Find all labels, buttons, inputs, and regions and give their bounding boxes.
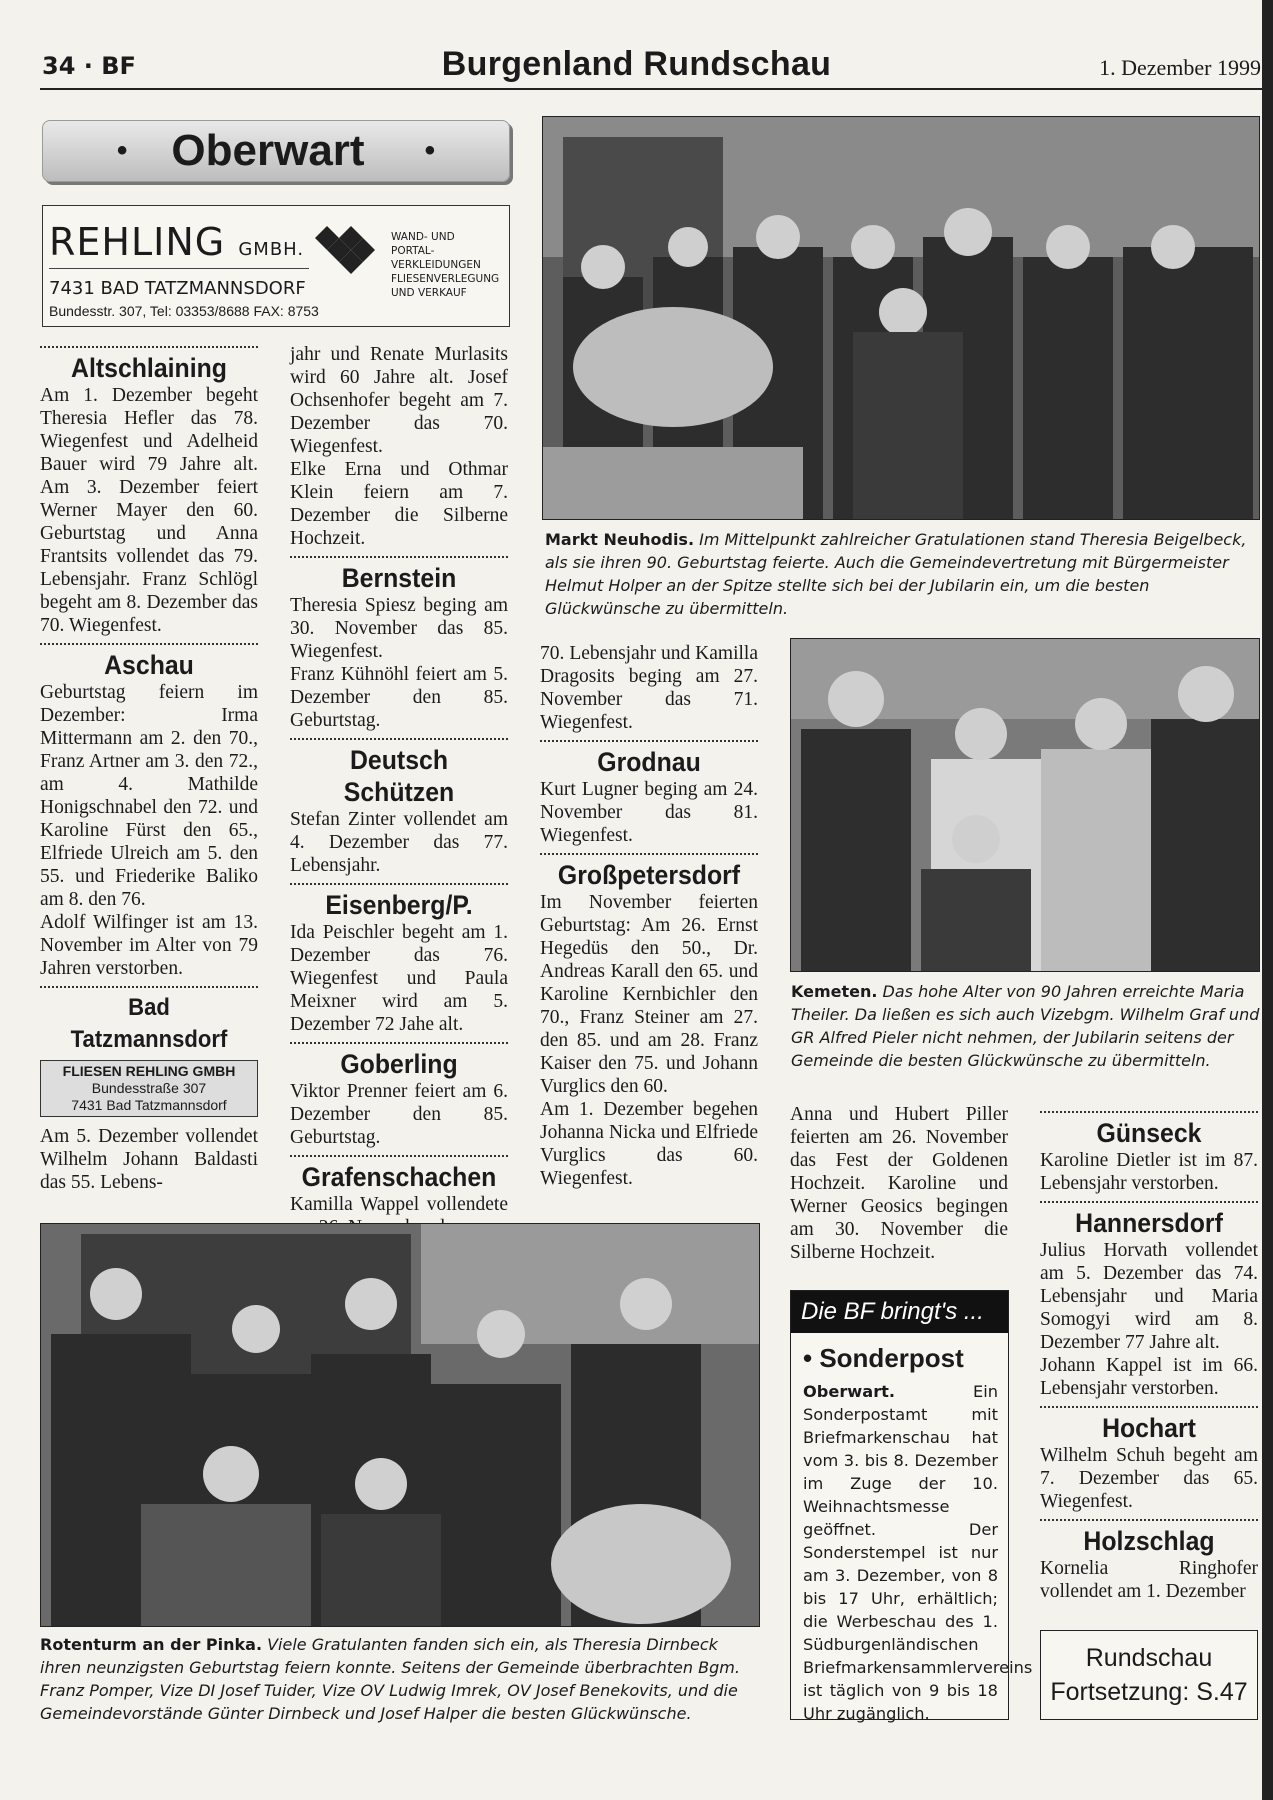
divider: [40, 346, 258, 348]
ad-fliesen-rehling: [40, 1060, 258, 1117]
ad-address: Bundesstr. 307, Tel: 03353/8688 FAX: 8753: [49, 303, 319, 319]
scan-edge: [1262, 0, 1273, 1800]
diamond-logo-icon: [313, 226, 379, 278]
ad-fliesen-street: Bundesstraße 307: [91, 1080, 207, 1096]
text-guenseck: Karoline Dietler ist im 87. Lebensjahr verstorben.: [1040, 1150, 1258, 1194]
column-3: [540, 642, 758, 1190]
divider: [290, 738, 508, 740]
column-4: [790, 1103, 1008, 1264]
divider: [40, 986, 258, 988]
heading-grafenschachen: Grafenschachen: [301, 1162, 497, 1192]
divider: [1040, 1406, 1258, 1408]
group-photo-image: [543, 117, 1259, 519]
column-5: [1040, 1105, 1258, 1603]
text-grafen-cont: 70. Lebensjahr und Kamilla Dragosits beging am 27. November das 71. Wiegenfest.: [540, 643, 758, 733]
ad-divider: [49, 268, 309, 269]
column-1: [40, 340, 258, 1194]
text-aschau-2: Adolf Wilfinger ist am 13. November im Alter von 79 Jahren verstorben.: [40, 912, 258, 979]
photo-markt-neuhodis: [542, 116, 1260, 520]
divider: [1040, 1201, 1258, 1203]
sonderpost-box: [790, 1290, 1033, 1723]
town-banner: [42, 120, 510, 182]
divider: [290, 883, 508, 885]
heading-aschau: Aschau: [104, 650, 194, 680]
continuation-line-2: Fortsetzung: S.47: [1050, 1678, 1248, 1706]
photo-kemeten: [790, 638, 1260, 972]
divider: [540, 740, 758, 742]
divider: [290, 556, 508, 558]
heading-bad-tatzmannsdorf: Bad Tatzmannsdorf: [70, 994, 228, 1053]
caption-markt-neuhodis: [545, 528, 1261, 620]
text-goberling: Viktor Prenner feiert am 6. Dezember den 85. Geburtstag.: [290, 1081, 508, 1148]
sonderpost-body: Ein Sonderpostamt mit Briefmarkenschau hat vom 3. bis 8. Dezember im Zuge der 10. Weihnachtsmesse geöffnet. Der Sonderstempel ist nur am 3. Dezember, von 8 bis 17 Uhr, erhältlich; die Werbeschau des 1. Südburgenländischen Briefmarkensammlervereins ist täglich von 9 bis 18 Uhr zugänglich.: [803, 1382, 1033, 1723]
text-grosspetersdorf-2: Am 1. Dezember begehen Johanna Nicka und Elfriede Vurglics das 60. Wiegenfest.: [540, 1099, 758, 1189]
caption-place: Markt Neuhodis.: [545, 530, 695, 549]
ad-fliesen-name: FLIESEN REHLING GMBH: [62, 1063, 236, 1079]
issue-date: 1. Dezember 1999: [1099, 55, 1261, 80]
caption-rotenturm: [40, 1633, 760, 1725]
sonderpost-place: Oberwart.: [803, 1382, 896, 1401]
text-deutsch-schuetzen: Stefan Zinter vollendet am 4. Dezember das 77. Lebensjahr.: [290, 809, 508, 876]
ad-rehling: [42, 205, 510, 327]
newspaper-title: Burgenland Rundschau: [441, 45, 832, 83]
continuation-box: [1040, 1630, 1258, 1720]
ad-company-name: REHLING GMBH.: [49, 220, 305, 264]
heading-grosspetersdorf: Großpetersdorf: [557, 860, 741, 890]
text-altschlaining: Am 1. Dezember begeht Theresia Hefler das 78. Wiegenfest und Adelheid Bauer wird 79 Jahre alt. Am 3. Dezember feiert Werner Mayer den 60. Geburtstag und Anna Frantsits vollendet das 79. Lebensjahr. Franz Schlögl begeht am 8. Dezember das 70. Wiegenfest.: [40, 385, 258, 636]
divider: [290, 1042, 508, 1044]
text-bernstein-2: Franz Kühnöhl feiert am 5. Dezember den 85. Geburtstag.: [290, 664, 508, 731]
text-tatz-cont-2: Elke Erna und Othmar Klein feiern am 7. Dezember die Silberne Hochzeit.: [290, 459, 508, 549]
heading-bernstein: Bernstein: [341, 563, 457, 593]
text-bad-tatzmannsdorf: Am 5. Dezember vollendet Wilhelm Johann Baldasti das 55. Lebens-: [40, 1126, 258, 1193]
banner-town: Oberwart: [171, 126, 365, 175]
page-number: 34 · BF: [42, 52, 136, 80]
heading-altschlaining: Altschlaining: [71, 353, 227, 383]
text-bernstein: Theresia Spiesz beging am 30. November das 85. Wiegenfest.: [290, 595, 508, 662]
divider: [290, 1155, 508, 1157]
continuation-line-1: Rundschau: [1085, 1644, 1213, 1672]
heading-grodnau: Grodnau: [597, 747, 701, 777]
heading-hannersdorf: Hannersdorf: [1075, 1208, 1223, 1238]
text-eisenberg: Ida Peischler begeht am 1. Dezember das 76. Wiegenfest und Paula Meixner wird am 5. Dezember 72 Jahe alt.: [290, 922, 508, 1035]
heading-holzschlag: Holzschlag: [1083, 1526, 1215, 1556]
header-rule: [40, 88, 1262, 90]
ad-fliesen-city: 7431 Bad Tatzmannsdorf: [71, 1097, 227, 1113]
divider: [1040, 1111, 1258, 1113]
text-piller-geosics: Anna und Hubert Piller feierten am 26. November das Fest der Goldenen Hochzeit. Karoline und Werner Geosics begingen am 30. November die Silberne Hochzeit.: [790, 1104, 1008, 1263]
banner-bullet-right: •: [424, 134, 436, 167]
caption-place: Rotenturm an der Pinka.: [40, 1635, 263, 1654]
kemeten-photo-image: [791, 639, 1259, 971]
ad-city: 7431 BAD TATZMANNSDORF: [49, 278, 306, 299]
rotenturm-photo-image: [41, 1224, 759, 1626]
sonderpost-text: [803, 1380, 1033, 1725]
text-hannersdorf-2: Johann Kappel ist im 66. Lebensjahr verstorben.: [1040, 1355, 1258, 1399]
text-holzschlag: Kornelia Ringhofer vollendet am 1. Dezember: [1040, 1558, 1258, 1602]
ad-services: WAND- UND PORTAL- VERKLEIDUNGEN FLIESENVERLEGUNG UND VERKAUF: [391, 231, 500, 299]
banner-bullet-left: •: [116, 134, 128, 167]
text-tatz-cont: jahr und Renate Murlasits wird 60 Jahre alt. Josef Ochsenhofer begeht am 7. Dezember das 70. Wiegenfest.: [290, 344, 508, 457]
column-2: [290, 343, 508, 1239]
heading-goberling: Goberling: [340, 1049, 458, 1079]
text-grodnau: Kurt Lugner beging am 24. November das 81. Wiegenfest.: [540, 779, 758, 846]
text-hannersdorf: Julius Horvath vollendet am 5. Dezember das 74. Lebensjahr und Maria Somogyi wird am 8. Dezember 77 Jahre alt.: [1040, 1240, 1258, 1353]
divider: [1040, 1519, 1258, 1521]
text-grosspetersdorf: Im November feierten Geburtstag: Am 26. Ernst Hegedüs den 50., Dr. Andreas Karall den 65. und Karoline Kernbichler den 70., Franz Steiner am 27. den 85. und am 28. Franz Kaiser den 75. und Johann Vurglics den 60.: [540, 892, 758, 1097]
heading-deutsch-schuetzen: Deutsch Schützen: [343, 745, 455, 807]
divider: [540, 853, 758, 855]
caption-kemeten: [791, 980, 1261, 1072]
divider: [40, 643, 258, 645]
text-hochart: Wilhelm Schuh begeht am 7. Dezember das 65. Wiegenfest.: [1040, 1445, 1258, 1512]
sonderpost-heading: Die BF bringt's ...: [791, 1291, 1008, 1333]
photo-rotenturm: [40, 1223, 760, 1627]
text-grafenschachen: Kamilla Wappel vollendete: [290, 1194, 508, 1215]
caption-text: Das hohe Alter von 90 Jahren erreichte Maria Theiler. Da ließen es sich auch Vizebgm. Wilhelm Graf und GR Alfred Pieler nicht nehmen, der Jubilarin seitens der Gemeinde die besten Glückwünsche zu übermitteln.: [791, 982, 1260, 1070]
heading-guenseck: Günseck: [1096, 1118, 1202, 1148]
caption-text: Im Mittelpunkt zahlreicher Gratulationen stand Theresia Beigelbeck, als sie ihren 90. Geburtstag feierte. Auch die Gemeindevertretung mit Bürgermeister Helmut Holper an der Spitze stellte sich bei der Jubilarin ein, um die besten Glückwünsche zu übermitteln.: [545, 530, 1247, 618]
caption-place: Kemeten.: [791, 982, 878, 1001]
caption-text: Viele Gratulanten fanden sich ein, als Theresia Dirnbeck ihren neunzigsten Geburtstag feiern konnte. Seitens der Gemeinde überbrachten Bgm. Franz Pomper, Vize DI Josef Tuider, Vize OV Ludwig Imrek, OV Josef Benekovits, und die Gemeindevorstände Günter Dirnbeck und Josef Halper die besten Glückwünsche.: [40, 1635, 740, 1723]
heading-hochart: Hochart: [1102, 1413, 1196, 1443]
heading-eisenberg: Eisenberg/P.: [325, 890, 473, 920]
sonderpost-title: • Sonderpost: [803, 1343, 964, 1373]
text-aschau: Geburtstag feiern im Dezember: Irma Mittermann am 2. den 70., Franz Artner am 3. den 72., am 4. Mathilde Honigschnabel den 72. und Karoline Fürst den 65., Elfriede Ulreich am 5. den 55. und Friederike Baliko am 8. den 76.: [40, 682, 258, 910]
